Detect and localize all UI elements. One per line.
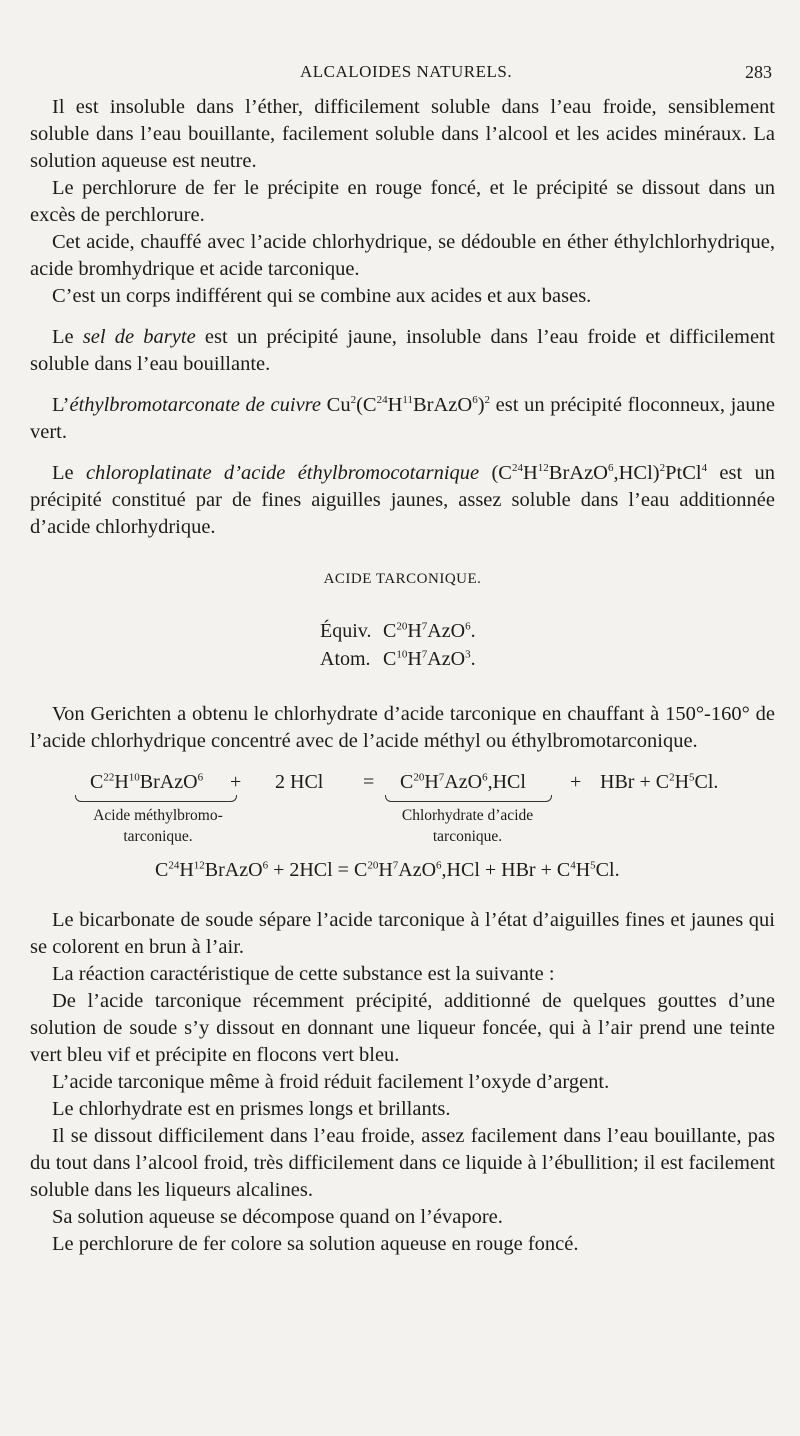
plus-sign: + bbox=[570, 771, 582, 793]
paragraph-baryte: Le sel de baryte est un précipité jaune, insoluble dans l’eau froide et difficilement soluble dans l’eau bouillante. bbox=[30, 326, 775, 375]
product-hbr: HBr + $C^2H^5Cl$. bbox=[600, 771, 719, 793]
reactant-formula: $C^{22}H^{10}BrAzO^6$ bbox=[90, 771, 204, 793]
paragraph: Il se dissout difficilement dans l’eau froide, assez facilement dans l’eau bouillante, pas du tout dans l’alcool froid, très difficilement dans ce liquide à l’ébullition; il est facilement soluble dans les liqueurs alcalines. bbox=[30, 1125, 775, 1201]
equals-sign: = bbox=[363, 771, 375, 793]
formula-atom: Atom. $C^{10}H^7AzO^3$. bbox=[320, 648, 476, 670]
paragraph: Le bicarbonate de soude sépare l’acide tarconique à l’état d’aiguilles fines et jaunes qui se colorent en brun à l’air. bbox=[30, 909, 775, 958]
paragraph: Cet acide, chauffé avec l’acide chlorhydrique, se dédouble en éther éthylchlorhydrique, acide bromhydrique et acide tarconique. bbox=[30, 231, 775, 280]
paragraph: Sa solution aqueuse se décompose quand on l’évapore. bbox=[52, 1206, 503, 1228]
paragraph: L’acide tarconique même à froid réduit facilement l’oxyde d’argent. bbox=[52, 1071, 610, 1093]
product-formula: $C^{20}H^7AzO^6,HCl$ bbox=[400, 771, 526, 793]
paragraph: Le perchlorure de fer le précipite en rouge foncé, et le précipité se dissout dans un excès de perchlorure. bbox=[30, 177, 775, 226]
page-body bbox=[30, 94, 775, 1258]
paragraph: Le chlorhydrate est en prismes longs et brillants. bbox=[52, 1098, 451, 1120]
formula-equiv: Équiv. $C^{20}H^7AzO^6$. bbox=[320, 620, 476, 642]
emphasis: éthylbromotarconate de cuivre bbox=[69, 394, 321, 416]
brace-mid bbox=[385, 795, 552, 802]
paragraph-chloroplatinate: Le chloroplatinate d’acide éthylbromocotarnique $(C^{24}H^{12}BrAzO^6,HCl)^2PtCl^4$ est un précipité constitué par de fines aiguilles jaunes, assez soluble dans l’eau additionnée d’acide chlorhydrique. bbox=[30, 462, 776, 538]
paragraph: Le perchlorure de fer colore sa solution aqueuse en rouge foncé. bbox=[52, 1233, 579, 1255]
label-product: Chlorhydrate d’acide tarconique. bbox=[401, 807, 534, 845]
plus-sign: + bbox=[230, 771, 242, 793]
section-title: ACIDE TARCONIQUE. bbox=[323, 571, 482, 587]
paragraph: De l’acide tarconique récemment précipité, additionné de quelques gouttes d’une solution de soude s’y dissout en donnant une liqueur foncée, qui à l’air prend une teinte vert bleu vif et précipite en flocons vert bleu. bbox=[30, 990, 775, 1066]
paragraph: Il est insoluble dans l’éther, difficilement soluble dans l’eau froide, sensiblement soluble dans l’eau bouillante, facilement soluble dans l’alcool et les acides minéraux. La solution aqueuse est neutre. bbox=[30, 96, 775, 172]
emphasis: chloroplatinate d’acide éthylbromocotarnique bbox=[85, 462, 480, 484]
page-number: 283 bbox=[745, 62, 772, 82]
brace-left bbox=[75, 795, 237, 802]
formula-block bbox=[320, 617, 775, 673]
paragraph: Von Gerichten a obtenu le chlorhydrate d’acide tarconique en chauffant à 150°-160° de l’acide chlorhydrique concentré avec de l’acide méthyl ou éthylbromotarconique. bbox=[30, 703, 775, 752]
paragraph: La réaction caractéristique de cette substance est la suivante : bbox=[52, 963, 555, 985]
paragraph: C’est un corps indifférent qui se combine aux acides et aux bases. bbox=[52, 285, 592, 307]
running-title: ALCALOIDES NATURELS. bbox=[300, 62, 513, 81]
paragraph-copper-salt: L’éthylbromotarconate de cuivre $Cu^2(C^{24}H^{11}BrAzO^6)^2$ est un précipité floconneux, jaune vert. bbox=[30, 394, 775, 443]
label-reactant: Acide méthylbromo- tarconique. bbox=[93, 807, 223, 845]
emphasis: sel de baryte bbox=[82, 326, 196, 348]
reaction-equations bbox=[30, 763, 775, 907]
equation-atomic: $C^{24}H^{12}BrAzO^6 + 2HCl = C^{20}H^7AzO^6,HCl$ + HBr + $C^4H^5Cl$. bbox=[155, 859, 620, 881]
reactant-hcl: 2 HCl bbox=[275, 771, 324, 793]
page-header bbox=[0, 62, 800, 86]
